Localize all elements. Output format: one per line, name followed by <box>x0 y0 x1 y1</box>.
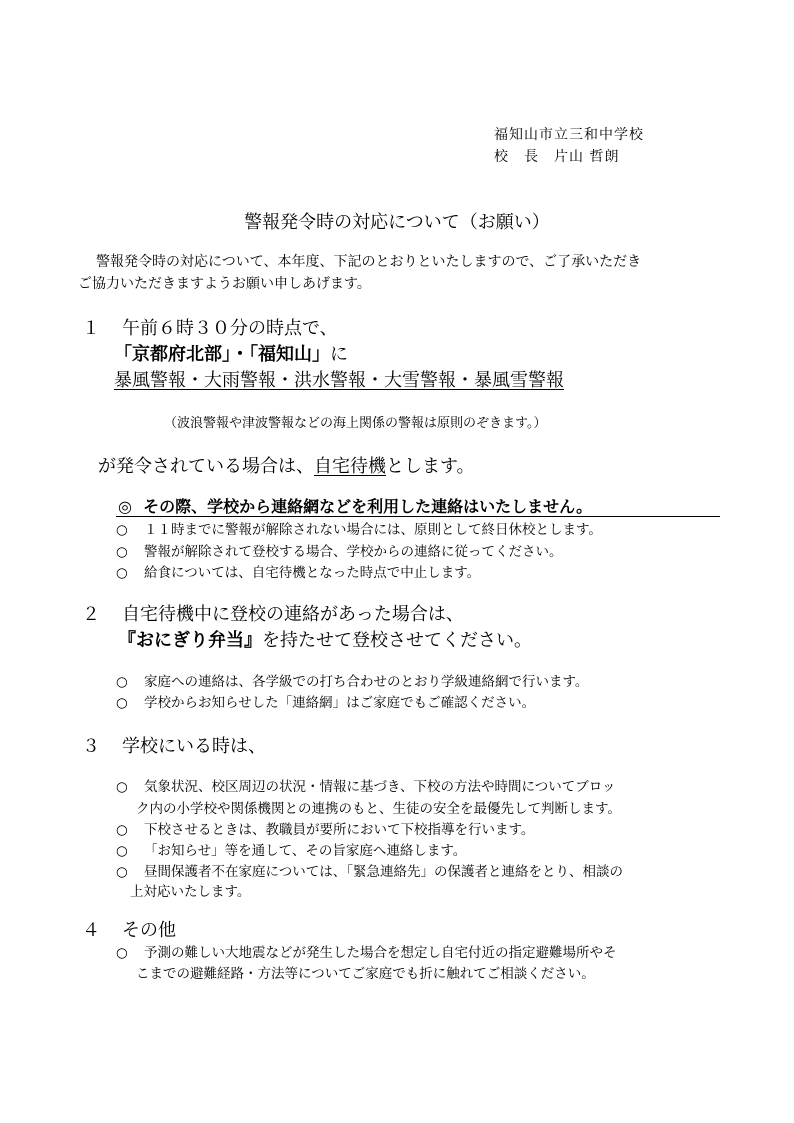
bullet-icon: ○ <box>116 695 128 711</box>
bullet-icon: ○ <box>116 822 128 838</box>
section-4-item-1: ○ 予測の難しい大地震などが発生した場合を想定し自宅付近の指定避難場所やそ <box>116 945 617 961</box>
section-2-bento-line <box>118 626 532 652</box>
section-1-number: １ <box>82 318 100 339</box>
section-1-exclusion: （波浪警報や津波警報などの海上関係の警報は原則のぞきます。） <box>164 416 547 431</box>
section-1-notice <box>118 494 592 517</box>
section-3-item-4: ○ 昼間保護者不在家庭については、「緊急連絡先」の保護者と連絡をとり、相談の <box>116 864 623 880</box>
section-1-regions-suffix: に <box>330 344 348 365</box>
section-1-item-2: ○ 警報が解除されて登校する場合、学校からの連絡に従ってください。 <box>116 544 563 560</box>
bullet-icon: ○ <box>116 864 128 880</box>
section-1-warnings: 暴風警報・大雨警報・洪水警報・大雪警報・暴風雪警報 <box>114 370 564 391</box>
notice-text: その際、学校から連絡網などを利用した連絡はいたしません。 <box>143 497 593 516</box>
section-2-bento-suffix: を持たせて登校させてください。 <box>262 630 532 651</box>
notice-mark: ◎ <box>118 497 132 516</box>
bullet-icon: ○ <box>116 522 128 538</box>
section-3-item-1: ○ 気象状況、校区周辺の状況・情報に基づき、下校の方法や時間についてブロッ <box>116 779 616 795</box>
section-4-number: ４ <box>82 920 100 941</box>
section-1-item-1: ○ １１時までに警報が解除されない場合には、原則として終日休校とします。 <box>116 522 602 538</box>
sender-principal: 校 長 片山 哲朗 <box>494 149 620 165</box>
intro-line-1: 警報発令時の対応について、本年度、下記のとおりといたしますので、ご了承いただき <box>96 254 642 270</box>
bullet-icon: ○ <box>116 945 128 961</box>
section-3-item-3: ○ 「お知らせ」等を通して、その旨家庭へ連絡します。 <box>116 843 467 859</box>
section-1-regions: 「京都府北部」・「福知山」 <box>114 344 330 365</box>
section-2-item-2: ○ 学校からお知らせした「連絡網」はご家庭でもご確認ください。 <box>116 695 536 711</box>
section-3-item-1-cont: ク内の小学校や関係機関との連携のもと、生徒の安全を最優先して判断します。 <box>136 801 621 817</box>
section-1-item-3: ○ 給食については、自宅待機となった時点で中止します。 <box>116 565 481 581</box>
section-1-regions-line <box>114 340 348 366</box>
section-1-result-suffix: とします。 <box>386 456 475 477</box>
section-2-line: 自宅待機中に登校の連絡があった場合は、 <box>122 604 464 625</box>
bullet-icon: ○ <box>116 779 128 795</box>
intro-line-2: ご協力いただきますようお願い申しあげます。 <box>78 276 371 292</box>
bullet-icon: ○ <box>116 674 128 690</box>
notice-underline <box>116 516 720 517</box>
section-3-item-2: ○ 下校させるときは、教職員が要所において下校指導を行います。 <box>116 822 535 838</box>
document-title: 警報発令時の対応について（お願い） <box>244 212 550 233</box>
section-1-result-key: 自宅待機 <box>314 456 386 477</box>
section-1-result <box>98 452 475 478</box>
section-2-item-1: ○ 家庭への連絡は、各学級での打ち合わせのとおり学級連絡網で行います。 <box>116 674 589 690</box>
bullet-icon: ○ <box>116 544 128 560</box>
bullet-icon: ○ <box>116 565 128 581</box>
section-2-heading <box>82 600 464 626</box>
sender-school: 福知山市立三和中学校 <box>494 127 644 143</box>
section-3-heading <box>82 732 266 758</box>
section-1-line: 午前６時３０分の時点で、 <box>122 318 338 339</box>
section-3-line: 学校にいる時は、 <box>122 736 266 757</box>
section-1-result-prefix: が発令されている場合は、 <box>98 456 314 477</box>
section-4-line: その他 <box>122 920 176 941</box>
section-3-number: ３ <box>82 736 100 757</box>
section-2-number: ２ <box>82 604 100 625</box>
section-3-item-4-cont: 上対応いたします。 <box>130 884 251 900</box>
section-2-bento: 『おにぎり弁当』 <box>118 630 262 651</box>
section-4-item-1-cont: こまでの避難経路・方法等についてご家庭でも折に触れてご相談ください。 <box>136 966 595 982</box>
section-4-heading <box>82 916 176 942</box>
section-1-heading <box>82 314 338 340</box>
bullet-icon: ○ <box>116 843 128 859</box>
